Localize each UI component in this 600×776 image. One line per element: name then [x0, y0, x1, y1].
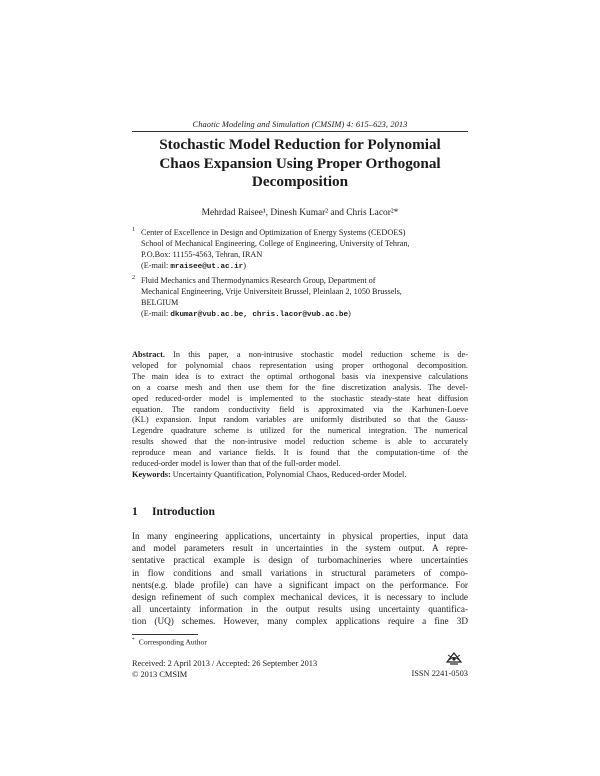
affiliation-1 [132, 227, 472, 273]
body-line: nents(e.g. blade profile) can have a significant impact on the performance. For [132, 579, 468, 590]
body-line: design refinement of such complex mechanical devices, it is necessary to include [132, 592, 468, 603]
abstract-line: (KL) expansion. Input random variables are uniformly distributed so that the Gauss- [132, 415, 468, 425]
affiliation-mark: 2 [132, 275, 135, 281]
section-number: 1 [132, 505, 138, 518]
affiliation-mark: 1 [132, 227, 135, 233]
title-line: Decomposition [251, 173, 349, 191]
affiliation-line: Mechanical Engineering, Vrije Universiteit Brussel, Pleinlaan 2, 1050 Brussels, [141, 287, 402, 297]
affiliation-line: BELGIUM [141, 298, 179, 308]
section-heading [132, 505, 215, 518]
affiliation-line: Center of Excellence in Design and Optimization of Energy Systems (CEDOES) [141, 228, 406, 237]
keywords-text: Uncertainty Quantification, Polynomial Chaos, Reduced-order Model. [170, 470, 407, 479]
abstract [132, 350, 468, 470]
running-head: Chaotic Modeling and Simulation (CMSIM) 4: 615–623, 2013 [192, 120, 408, 129]
footnote-rule [132, 634, 198, 635]
received-dates: Received: 2 April 2013 / Accepted: 26 September 2013 [132, 659, 318, 668]
issn: ISSN 2241-0503 [411, 669, 468, 678]
paper-title [120, 136, 480, 192]
footnote [132, 637, 207, 647]
footnote-mark: * [132, 637, 135, 643]
affiliation-2 [132, 275, 472, 321]
affiliation-line: Fluid Mechanics and Thermodynamics Research Group, Department of [141, 276, 376, 285]
email-suffix: ) [243, 261, 246, 271]
email-suffix: ) [348, 309, 351, 319]
keywords-label: Keywords: [132, 470, 171, 479]
copyright-notice: © 2013 CMSIM [132, 670, 188, 679]
abstract-line: veloped for polynomial chaos representation using proper orthogonal decomposition. [132, 360, 468, 370]
email-prefix: (E-mail: [141, 261, 171, 271]
abstract-line: results showed that the non-intrusive model reduction scheme is able to accurately [132, 437, 468, 447]
abstract-line: Legendre quadrature scheme is utilized for the numerical integration. The numerical [132, 426, 468, 436]
title-line: Stochastic Model Reduction for Polynomial [159, 136, 441, 153]
footnote-text: Corresponding Author [138, 637, 207, 647]
abstract-label: Abstract. [132, 350, 165, 359]
affiliation-email-line [141, 308, 472, 321]
keywords [132, 470, 468, 479]
affiliation-email-line [141, 260, 472, 273]
section-title: Introduction [152, 505, 215, 518]
affiliation-line: P.O.Box: 11155-4563, Tehran, IRAN [141, 250, 263, 260]
abstract-line: reproduce mean and variance fields. It is found that the computation-time of the [132, 448, 468, 458]
body-line: sentative practical example is design of turbomachineries where uncertainties [132, 555, 468, 566]
abstract-line: oped reduced-order model is implemented to the stochastic steady-state heat diffusion [132, 393, 468, 403]
abstract-line: equation. The random conductivity field is approximated via the Karhunen-Loeve [132, 404, 468, 414]
title-line: Chaos Expansion Using Proper Orthogonal [159, 154, 441, 172]
email-address[interactable]: dkumar@vub.ac.be, chris.lacor@vub.ac.be [170, 311, 349, 320]
email-prefix: (E-mail: [141, 309, 171, 319]
body-line: all uncertainty information in the output results using uncertainty quantifica- [132, 604, 468, 615]
abstract-line: reduced-order model is lower than that of the full-order model. [132, 459, 341, 469]
body-line: and model parameters result in uncertainties in the system output. A repre- [132, 543, 468, 554]
body-line: tion (UQ) schemes. However, many complex applications require a fine 3D [132, 616, 468, 627]
abstract-line [132, 350, 468, 361]
email-address[interactable]: mraisee@ut.ac.ir [170, 263, 244, 272]
publication-info [132, 658, 317, 680]
body-line: in flow conditions and small variations in structural parameters of compo- [132, 567, 468, 578]
header-rule [132, 131, 468, 132]
intro-paragraph [132, 530, 468, 628]
publisher-logo-icon [445, 651, 463, 666]
body-line: In many engineering applications, uncertainty in physical properties, input data [132, 531, 468, 541]
abstract-text: In this paper, a non-intrusive stochastic model reduction scheme is de- [164, 350, 468, 359]
affiliation-line: School of Mechanical Engineering, College of Engineering, University of Tehran, [141, 239, 410, 249]
abstract-line: on a coarse mesh and then use them for the fine discretization analysis. The devel- [132, 382, 468, 392]
abstract-line: The main idea is to extract the optimal orthogonal basis via inexpensive calculations [132, 371, 468, 381]
author-list: Mehrdad Raisee¹, Dinesh Kumar² and Chris Lacor²* [201, 208, 399, 218]
